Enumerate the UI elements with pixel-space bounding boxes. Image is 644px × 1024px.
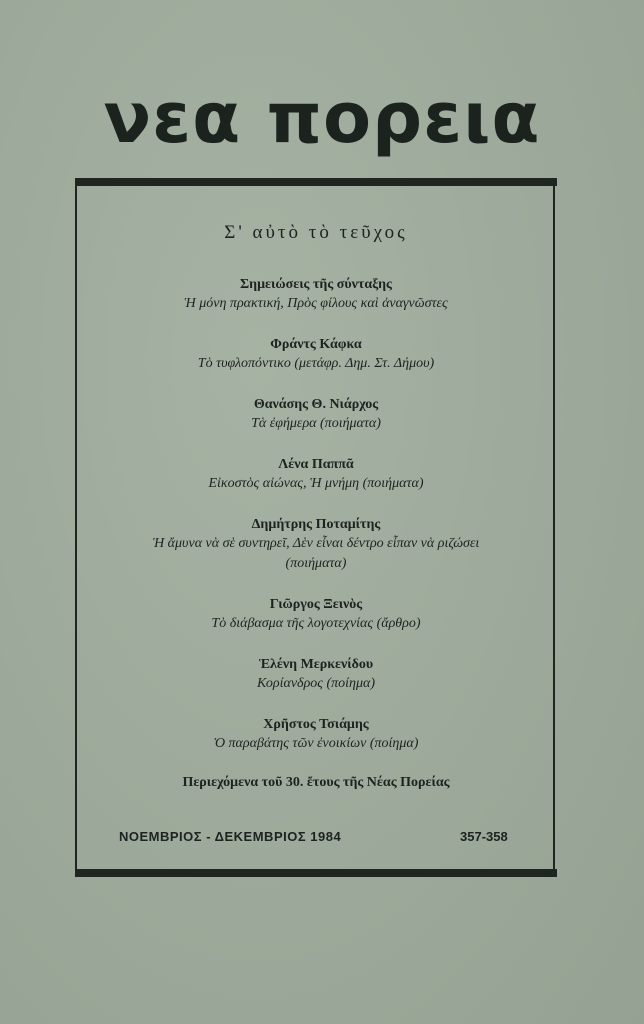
entry-work: Τὸ τυφλοπόντικο (μετάφρ. Δημ. Στ. Δήμου) [197,356,435,371]
list-item [75,276,557,336]
entry-author: Σημειώσεις τῆς σύνταξης [240,277,392,292]
entry-author: Ἑλένη Μερκενίδου [258,657,374,672]
issue-number: 357-358 [460,829,508,844]
entry-work: Τὸ διάβασμα τῆς λογοτεχνίας (ἄρθρο) [211,616,421,631]
contents-list [75,276,557,792]
entry-work: Ἡ μόνη πρακτική, Πρὸς φίλους καὶ ἀναγνῶστες [184,296,448,311]
list-item [75,596,557,656]
list-item [75,456,557,516]
entry-work: Εἰκοστὸς αἰώνας, Ἡ μνήμη (ποιήματα) [208,476,424,491]
entry-work: Ἡ ἄμυνα νὰ σὲ συντηρεῖ, Δὲν εἶναι δέντρο εἶπαν νὰ ριζώσει [152,536,480,551]
contents-heading: Σ' αὐτὸ τὸ τεῦχος [224,222,408,243]
entry-author: Γιῶργος Ξεινὸς [269,597,363,612]
bottom-rule [75,869,557,877]
entry-author: Θανάσης Θ. Νιάρχος [253,397,379,412]
entry-work: Τὰ ἐφήμερα (ποιήματα) [251,416,381,431]
top-rule [75,178,557,186]
closing-item [75,774,557,792]
entry-work: Κορίανδρος (ποίημα) [256,676,376,691]
entry-author: Λένα Παππᾶ [278,457,354,472]
entry-author: Χρῆστος Τσιάμης [263,717,369,732]
issue-date: ΝΟΕΜΒΡΙΟΣ - ΔΕΚΕΜΒΡΙΟΣ 1984 [119,829,342,844]
magazine-title: νεα πορεια [103,77,541,159]
list-item [75,516,557,596]
list-item [75,656,557,716]
entry-work-continued: (ποιήματα) [285,556,347,571]
closing-line: Περιεχόμενα τοῦ 30. ἔτους τῆς Νέας Πορείας [182,775,450,790]
entry-author: Δημήτρης Ποταμίτης [251,517,381,532]
list-item [75,716,557,774]
list-item [75,336,557,396]
entry-work: Ὁ παραβάτης τῶν ἐνοικίων (ποίημα) [213,736,419,751]
entry-author: Φράντς Κάφκα [270,337,362,352]
list-item [75,396,557,456]
